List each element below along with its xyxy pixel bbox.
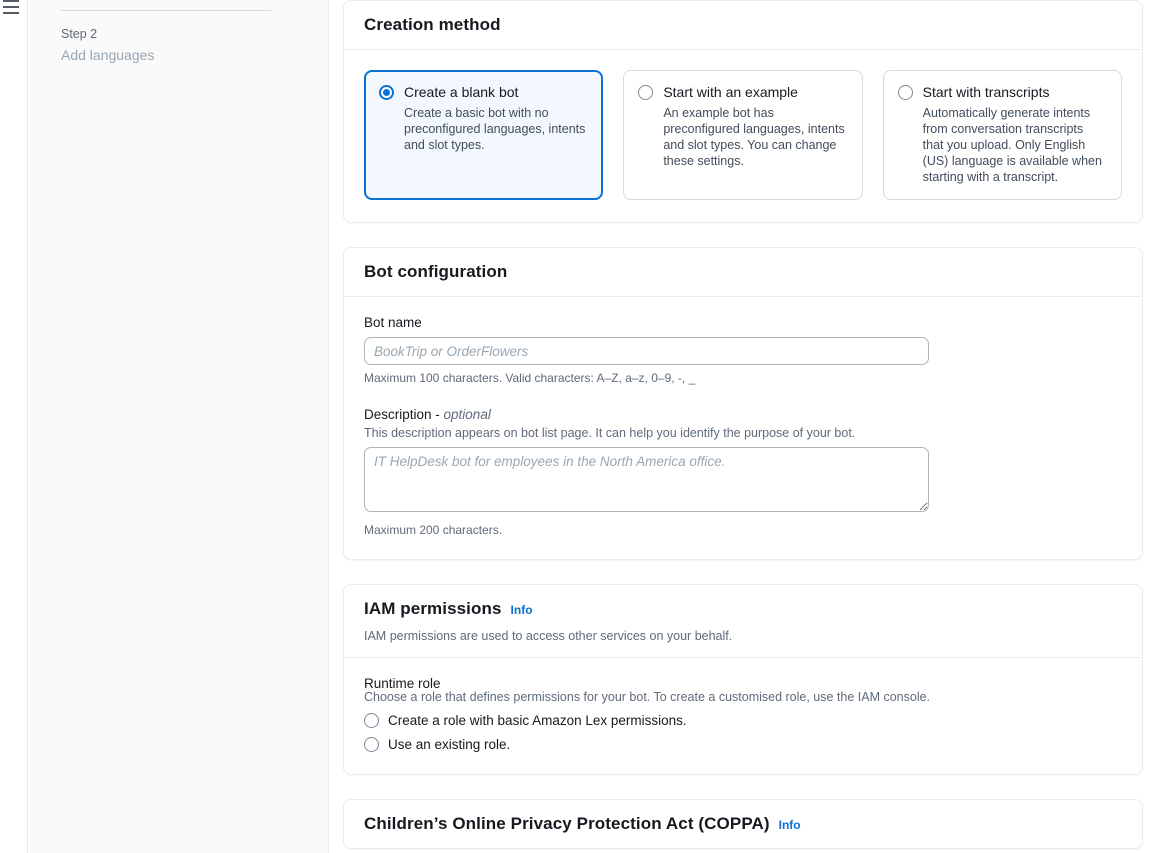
bot-description-input[interactable] [364,447,929,512]
option-description: Automatically generate intents from conversation transcripts that you upload. Only English (US) language is available when starting with a transcript. [922,106,1102,184]
iam-permissions-subtitle: IAM permissions are used to access other services on your behalf. [364,629,733,643]
bot-configuration-header [344,248,1142,297]
option-label: Create a blank bot [404,84,519,100]
radio-icon[interactable] [379,85,394,100]
option-label: Create a role with basic Amazon Lex permissions. [388,713,687,728]
runtime-role-label: Runtime role [364,676,441,691]
creation-method-options [344,50,1142,222]
bot-name-input[interactable] [364,337,929,365]
radio-icon[interactable] [638,85,653,100]
creation-method-option-example[interactable] [623,70,862,200]
bot-name-label: Bot name [364,315,422,330]
option-label: Start with an example [663,84,798,100]
hamburger-icon[interactable] [3,0,19,14]
bot-configuration-title: Bot configuration [364,262,508,281]
steps-divider [61,10,271,11]
coppa-title: Children’s Online Privacy Protection Act (COPPA) [364,814,770,833]
iam-permissions-info-link[interactable]: Info [510,603,533,617]
bot-configuration-card [343,247,1143,560]
bot-description-label [364,407,1122,422]
main-content [343,0,1143,853]
step-2-number: Step 2 [61,27,98,41]
bot-description-hint: Maximum 200 characters. [364,523,503,537]
bot-configuration-body [344,297,1142,559]
coppa-card [343,799,1143,849]
left-rail [0,0,28,853]
creation-method-option-transcripts[interactable] [883,70,1122,200]
coppa-header [344,800,1142,848]
option-head [638,84,847,100]
runtime-role-help: Choose a role that defines permissions for your bot. To create a customised role, use the IAM console. [364,690,931,704]
step-2-block [61,25,301,65]
option-description: Create a basic bot with no preconfigured languages, intents and slot types. [404,106,586,152]
wizard-steps-sidebar [29,0,329,853]
runtime-role-option-basic[interactable] [364,713,1122,728]
bot-description-optional: optional [443,407,491,422]
iam-permissions-header [344,585,1142,633]
radio-icon[interactable] [898,85,913,100]
bot-description-label-text: Description - [364,407,444,422]
creation-method-option-blank-bot[interactable] [364,70,603,200]
option-label: Use an existing role. [388,737,511,752]
iam-permissions-body [344,658,1142,774]
radio-icon[interactable] [364,713,379,728]
radio-icon[interactable] [364,737,379,752]
iam-permissions-card [343,584,1143,775]
creation-method-header [344,1,1142,50]
bot-name-hint: Maximum 100 characters. Valid characters: A–Z, a–z, 0–9, -, _ [364,371,696,385]
sidebar-item-add-languages[interactable]: Add languages [61,47,155,63]
creation-method-card [343,0,1143,223]
option-description: An example bot has preconfigured languages, intents and slot types. You can change these settings. [663,106,845,168]
bot-description-help: This description appears on bot list page. It can help you identify the purpose of your bot. [364,426,856,440]
iam-permissions-title: IAM permissions [364,599,502,618]
option-label: Start with transcripts [922,84,1050,100]
creation-method-title: Creation method [364,15,501,34]
option-head [898,84,1107,100]
runtime-role-option-existing[interactable] [364,737,1122,752]
option-head [379,84,588,100]
coppa-info-link[interactable]: Info [778,818,801,832]
